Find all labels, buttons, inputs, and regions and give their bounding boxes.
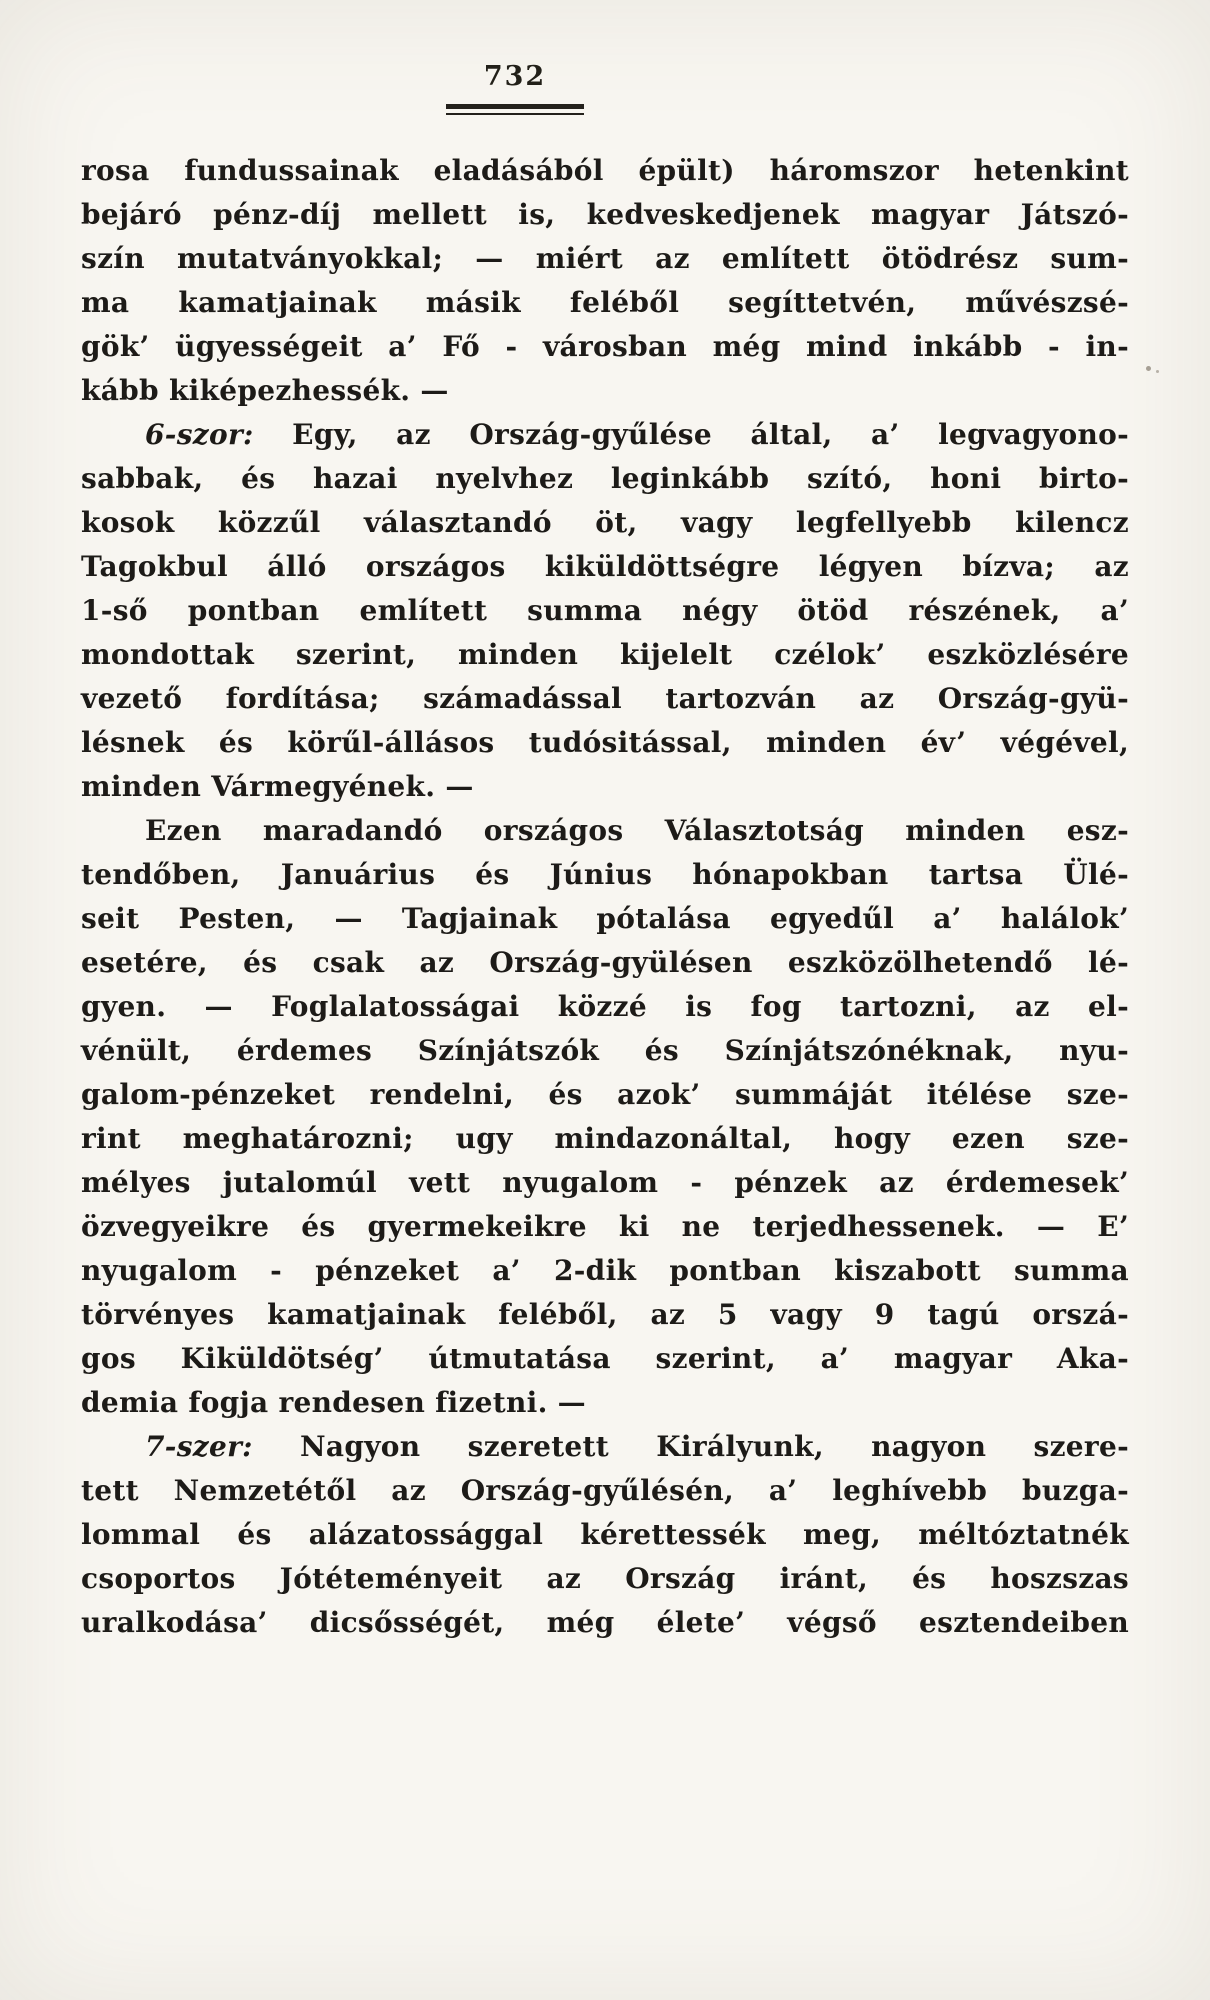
page-content <box>81 149 1129 1645</box>
text-line: rosa fundussainak eladásából épült) háromszor hetenkint <box>81 154 1129 187</box>
text-line: bejáró pénz-díj mellett is, kedveskedjenek magyar Játszó- <box>81 198 1129 231</box>
paragraph <box>81 413 1129 809</box>
text-line: demia fogja rendesen fizetni. — <box>81 1386 586 1419</box>
text-line: 6-szor: Egy, az Ország-gyűlése által, a’ legvagyono- <box>145 418 1129 451</box>
text-line: Tagokbul álló országos kiküldöttségre légyen bízva; az <box>81 550 1129 583</box>
text-line: gos Kiküldötség’ útmutatása szerint, a’ magyar Aka- <box>81 1342 1129 1375</box>
text-line: uralkodása’ dicsősségét, még élete’ végső esztendeiben <box>81 1606 1129 1639</box>
text-line: özvegyeikre és gyermekeikre ki ne terjedhessenek. — E’ <box>81 1210 1129 1243</box>
text-line: rint meghatározni; ugy mindazonáltal, hogy ezen sze- <box>81 1122 1129 1155</box>
scan-speck <box>862 1502 867 1507</box>
text-line: törvényes kamatjainak feléből, az 5 vagy 9 tagú orszá- <box>81 1298 1129 1331</box>
text-line: seit Pesten, — Tagjainak pótalása egyedűl a’ halálok’ <box>81 902 1129 935</box>
text-line: Ezen maradandó országos Választotság minden esz- <box>145 814 1129 847</box>
page-number: 732 <box>483 61 547 92</box>
text-line: tett Nemzetétől az Ország-gyűlésén, a’ leghívebb buzga- <box>81 1474 1129 1507</box>
text-line: szín mutatványokkal; — miért az említett ötödrész sum- <box>81 242 1129 275</box>
text-line: vezető fordítása; számadással tartozván az Ország-gyü- <box>81 682 1129 715</box>
text-line: minden Vármegyének. — <box>81 770 474 803</box>
text-line: 1-ső pontban említett summa négy ötöd részének, a’ <box>81 594 1129 627</box>
text-line: gök’ ügyességeit a’ Fő - városban még mind inkább - in- <box>81 330 1129 363</box>
paragraph <box>81 149 1129 413</box>
text-line: ma kamatjainak másik feléből segíttetvén, művészsé- <box>81 286 1129 319</box>
paragraph <box>81 1425 1129 1645</box>
text-line: mondottak szerint, minden kijelelt czélok’ eszközlésére <box>81 638 1129 671</box>
text-line: galom-pénzeket rendelni, és azok’ summáját itélése sze- <box>81 1078 1129 1111</box>
text-line: lésnek és körűl-állásos tudósitással, minden év’ végével, <box>81 726 1129 759</box>
paragraph-lead: 6-szor: <box>145 418 254 451</box>
page-number-rule <box>446 104 584 115</box>
page-header <box>405 60 625 115</box>
text-line: esetére, és csak az Ország-gyülésen eszközölhetendő lé- <box>81 946 1129 979</box>
text-line: 7-szer: Nagyon szeretett Királyunk, nagyon szere- <box>145 1430 1129 1463</box>
text-line: vénült, érdemes Színjátszók és Színjátszónéknak, nyu- <box>81 1034 1129 1067</box>
text-line: kosok közzűl választandó öt, vagy legfellyebb kilencz <box>81 506 1129 539</box>
text-line: nyugalom - pénzeket a’ 2-dik pontban kiszabott summa <box>81 1254 1129 1287</box>
text-line: lommal és alázatossággal kérettessék meg, méltóztatnék <box>81 1518 1129 1551</box>
paragraph <box>81 809 1129 1425</box>
text-line: tendőben, Januárius és Június hónapokban tartsa Ülé- <box>81 858 1129 891</box>
paragraph-lead: 7-szer: <box>145 1430 253 1463</box>
scan-speck <box>1146 366 1151 371</box>
text-block <box>81 0 1129 1645</box>
text-line: gyen. — Foglalatosságai közzé is fog tartozni, az el- <box>81 990 1129 1023</box>
text-line: csoportos Jótéteményeit az Ország iránt, és hoszszas <box>81 1562 1129 1595</box>
text-line: sabbak, és hazai nyelvhez leginkább szító, honi birto- <box>81 462 1129 495</box>
text-line: mélyes jutalomúl vett nyugalom - pénzek az érdemesek’ <box>81 1166 1129 1199</box>
text-line: kább kiképezhessék. — <box>81 374 449 407</box>
